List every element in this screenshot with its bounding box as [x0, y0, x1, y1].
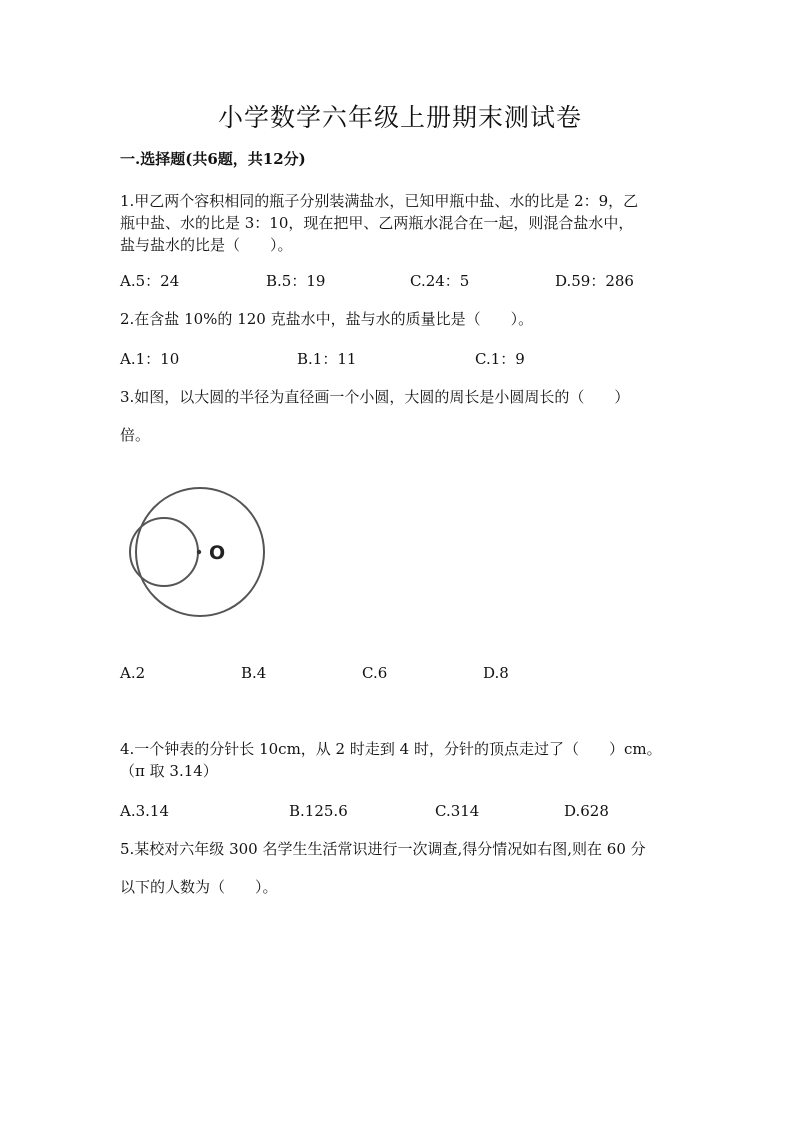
question-2-option-c[interactable]: C.1：9: [475, 350, 525, 368]
question-1-line-1: 1.甲乙两个容积相同的瓶子分别装满盐水，已知甲瓶中盐、水的比是 2：9，乙: [120, 192, 639, 210]
question-3-option-a[interactable]: A.2: [120, 664, 146, 682]
question-3-line-1: 3.如图，以大圆的半径为直径画一个小圆，大圆的周长是小圆周长的（ ）: [120, 388, 630, 406]
question-4-option-a[interactable]: A.3.14: [120, 802, 169, 820]
question-3-option-d[interactable]: D.8: [483, 664, 509, 682]
question-4-line-1: 4.一个钟表的分针长 10cm，从 2 时走到 4 时，分针的顶点走过了（ ）cm。: [120, 740, 662, 758]
question-2-line-1: 2.在含盐 10%的 120 克盐水中，盐与水的质量比是（ ）。: [120, 310, 534, 328]
circles-figure: [120, 480, 280, 629]
question-1-option-c[interactable]: C.24：5: [410, 272, 470, 290]
center-label: O: [209, 542, 226, 564]
section-heading: 一.选择题(共6题，共12分): [120, 150, 306, 168]
question-1-line-2: 瓶中盐、水的比是 3：10，现在把甲、乙两瓶水混合在一起，则混合盐水中，: [120, 214, 634, 232]
question-4-option-c[interactable]: C.314: [435, 802, 480, 820]
small-circle: [130, 518, 198, 586]
question-5-line-1: 5.某校对六年级 300 名学生生活常识进行一次调查,得分情况如右图,则在 60 分: [120, 840, 646, 858]
question-2-option-a[interactable]: A.1：10: [120, 350, 180, 368]
question-1-line-3: 盐与盐水的比是（ ）。: [120, 236, 293, 254]
question-4-option-b[interactable]: B.125.6: [289, 802, 348, 820]
page-title: 小学数学六年级上册期末测试卷: [217, 103, 582, 132]
center-point: [197, 550, 201, 554]
question-3-option-c[interactable]: C.6: [362, 664, 388, 682]
question-2-option-b[interactable]: B.1：11: [297, 350, 357, 368]
question-1-option-b[interactable]: B.5：19: [266, 272, 326, 290]
question-3-option-b[interactable]: B.4: [241, 664, 267, 682]
question-5-line-2: 以下的人数为（ ）。: [120, 878, 278, 896]
question-1-option-d[interactable]: D.59：286: [555, 272, 634, 290]
question-4-line-2: （π 取 3.14）: [120, 762, 218, 780]
question-3-line-2: 倍。: [120, 426, 151, 444]
question-1-option-a[interactable]: A.5：24: [120, 272, 180, 290]
question-4-option-d[interactable]: D.628: [564, 802, 609, 820]
